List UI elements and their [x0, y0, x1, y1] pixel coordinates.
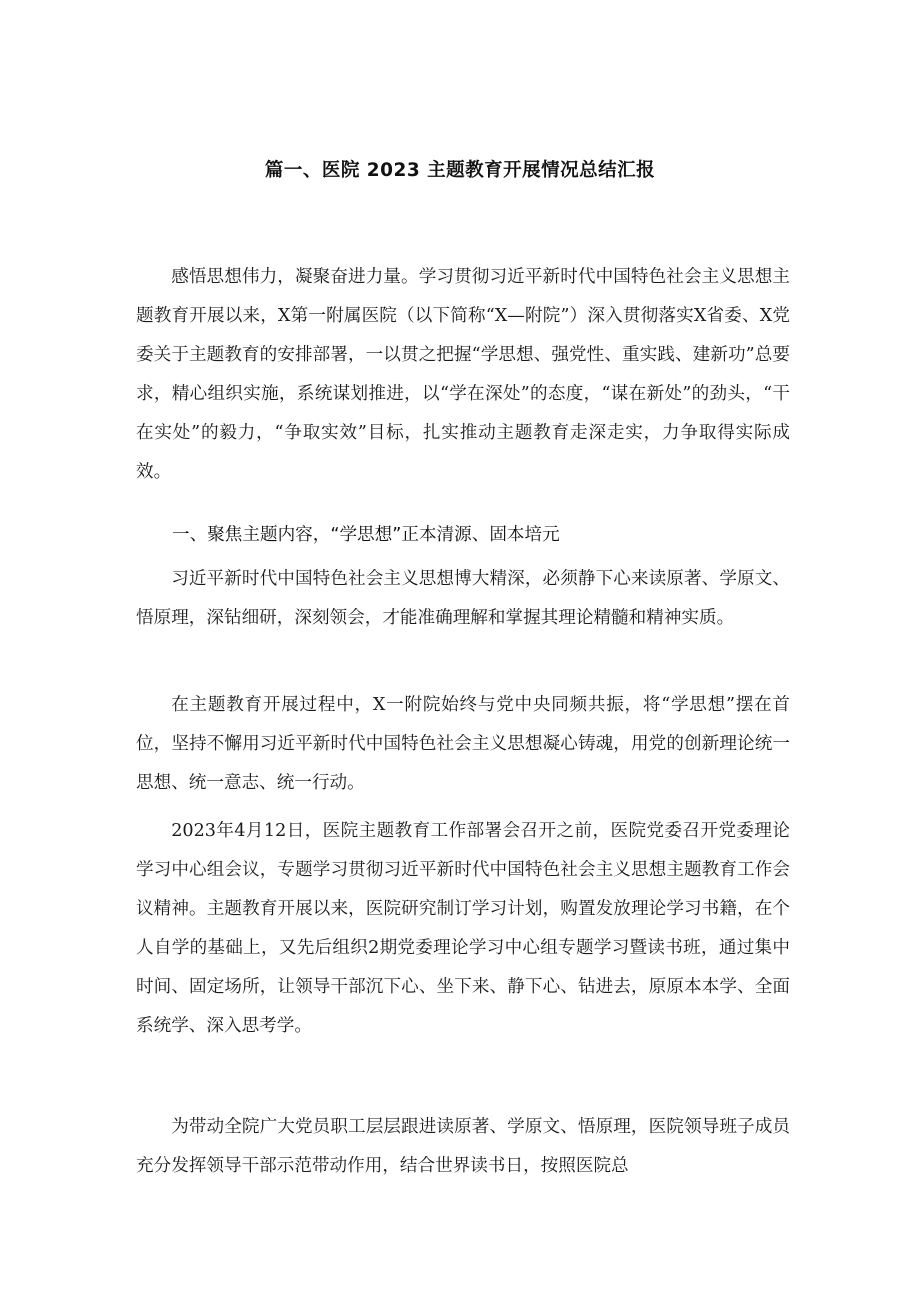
section-heading-1: 一、聚焦主题内容，“学思想”正本清源、固本培元 [172, 525, 560, 545]
body-paragraph-5: 为带动全院广大党员职工层层跟进读原著、学原文、悟原理，医院领导班子成员充分发挥领导干部示范带动作用，结合世界读书日，按照医院总 [136, 1117, 790, 1176]
body-paragraph-3: 在主题教育开展过程中，X一附院始终与党中央同频共振，将“学思想”摆在首位，坚持不懈用习近平新时代中国特色社会主义思想凝心铸魂，用党的创新理论统一思想、统一意志、统一行动。 [136, 695, 790, 793]
intro-paragraph: 感悟思想伟力，凝聚奋进力量。学习贯彻习近平新时代中国特色社会主义思想主题教育开展以来，X第一附属医院（以下简称“X—附院”）深入贯彻落实X省委、X党委关于主题教育的安排部署，一以贯之把握“学思想、强党性、重实践、建新功”总要求，精心组织实施，系统谋划推进，以“学在深处”的态度，“谋在新处”的劲头，“干在实处”的毅力，“争取实效”目标，扎实推动主题教育走深走实，力争取得实际成效。 [136, 267, 790, 482]
body-paragraph-4: 2023年4月12日，医院主题教育工作部署会召开之前，医院党委召开党委理论学习中心组会议，专题学习贯彻习近平新时代中国特色社会主义思想主题教育工作会议精神。主题教育开展以来，医院研究制订学习计划，购置发放理论学习书籍，在个人自学的基础上，又先后组织2期党委理论学习中心组专题学习暨读书班，通过集中时间、固定场所，让领导干部沉下心、坐下来、静下心、钻进去，原原本本学、全面系统学、深入思考学。 [136, 821, 790, 1036]
body-paragraph-2: 习近平新时代中国特色社会主义思想博大精深，必须静下心来读原著、学原文、悟原理，深钻细研，深刻领会，才能准确理解和掌握其理论精髓和精神实质。 [136, 569, 790, 628]
document-title: 篇一、医院 2023 主题教育开展情况总结汇报 [264, 160, 656, 181]
